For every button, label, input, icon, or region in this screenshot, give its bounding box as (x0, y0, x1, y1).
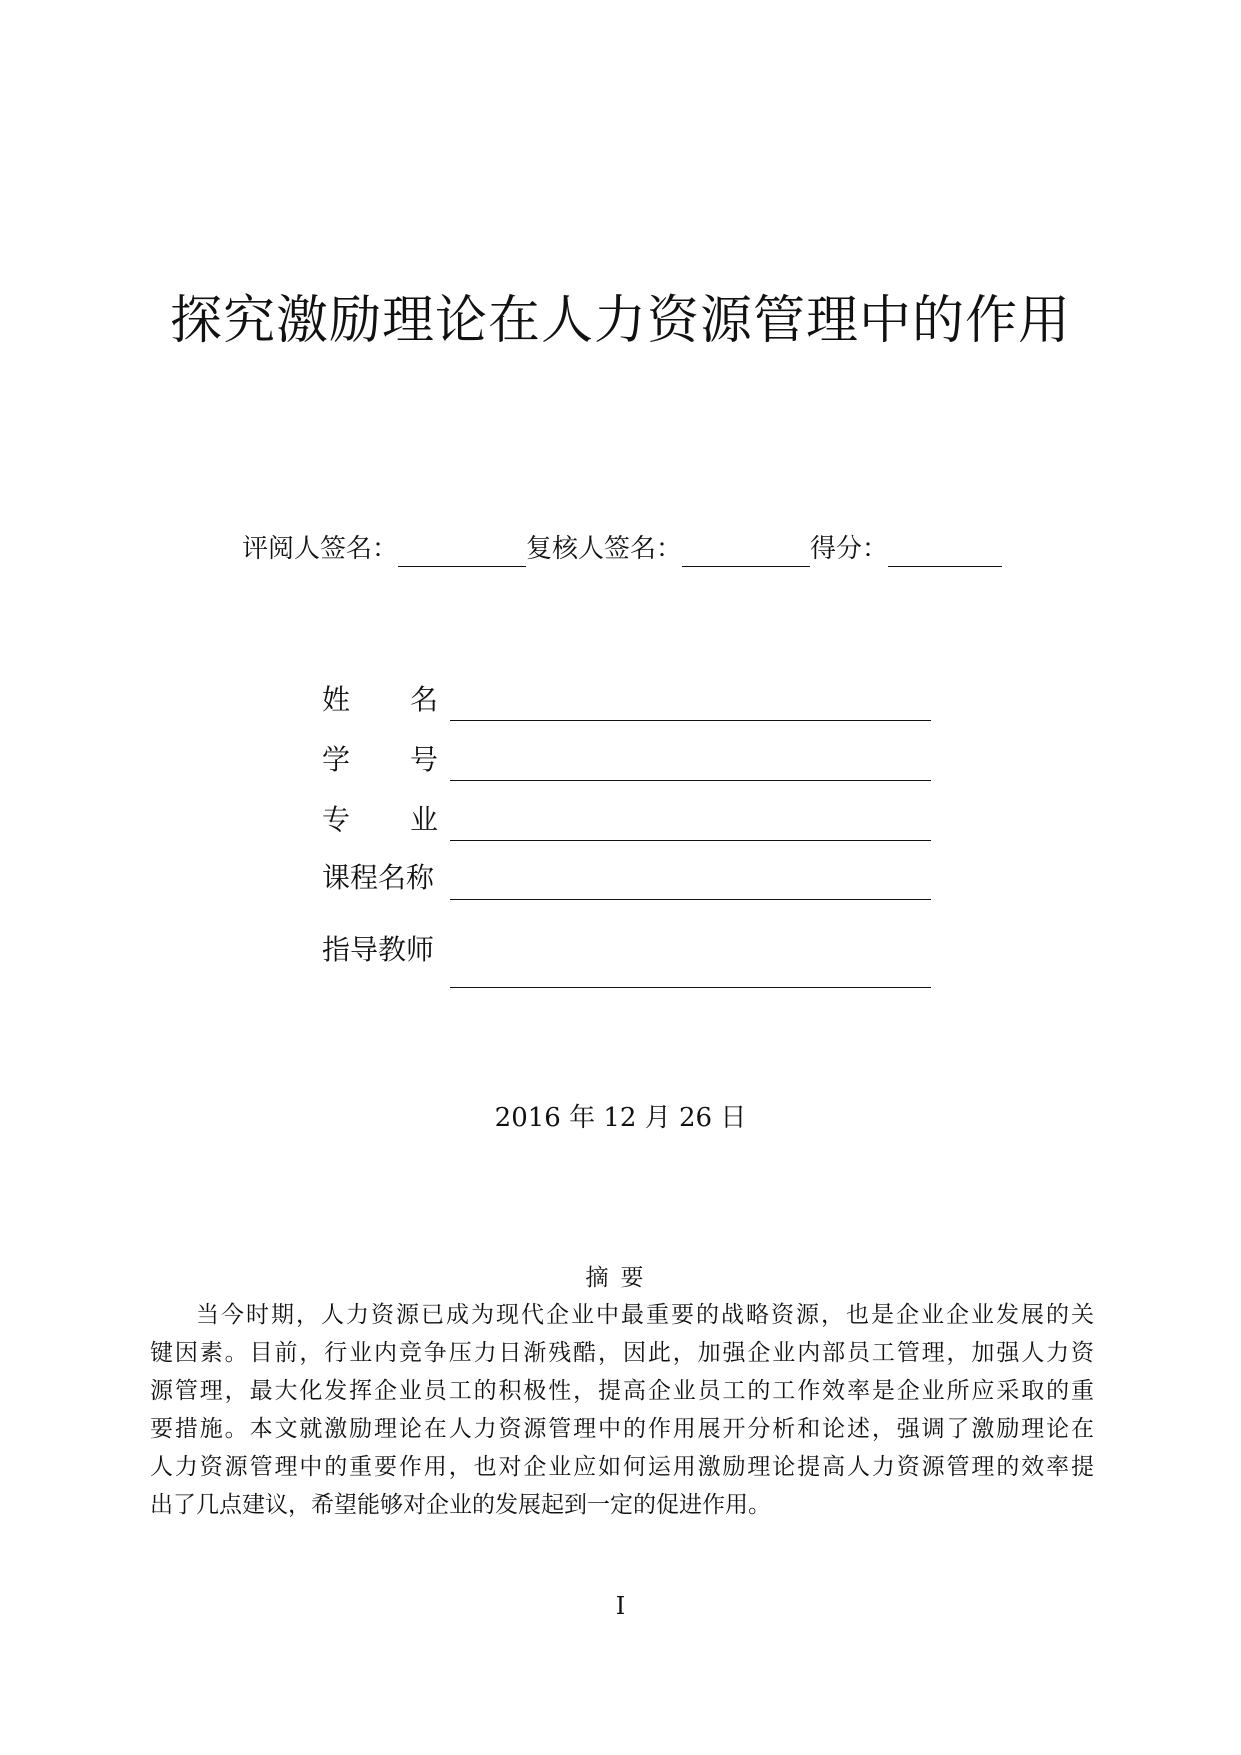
course-name-field-label: 课程名称 (322, 861, 435, 894)
document-date: 2016 年 12 月 26 日 (494, 1103, 747, 1133)
reviewer-signature-blank[interactable] (398, 536, 526, 567)
abstract-line: 要措施。本文就激励理论在人力资源管理中的作用展开分析和论述，强调了激励理论在 (150, 1416, 1094, 1442)
abstract-body (150, 1296, 1094, 1524)
abstract-line: 出了几点建议，希望能够对企业的发展起到一定的促进作用。 (150, 1492, 771, 1518)
student-id-field-line[interactable] (450, 780, 931, 781)
score-label: 得分： (810, 534, 889, 564)
document-title: 探究激励理论在人力资源管理中的作用 (169, 291, 1071, 351)
major-label-char-1: 专 (322, 803, 351, 836)
student-id-label-char-2: 号 (409, 743, 438, 776)
advisor-field-label: 指导教师 (322, 933, 435, 966)
name-label-char-2: 名 (409, 683, 438, 716)
abstract-line: 键因素。目前，行业内竞争压力日渐残酷，因此，加强企业内部员工管理，加强人力资 (150, 1340, 1094, 1366)
page-number: I (615, 1592, 626, 1620)
student-id-field-label (322, 742, 438, 778)
name-field-line[interactable] (450, 720, 931, 721)
abstract-line: 源管理，最大化发挥企业员工的积极性，提高企业员工的工作效率是企业所应采取的重 (150, 1378, 1094, 1404)
checker-signature-label: 复核人签名： (526, 534, 683, 564)
major-label-char-2: 业 (409, 803, 438, 836)
abstract-line: 人力资源管理中的重要作用，也对企业应如何运用激励理论提高人力资源管理的效率提 (150, 1454, 1094, 1480)
course-name-field-line[interactable] (450, 899, 931, 900)
student-id-label-char-1: 学 (322, 743, 351, 776)
name-label-char-1: 姓 (322, 683, 351, 716)
major-field-label (322, 802, 438, 838)
abstract-heading: 摘要 (585, 1265, 656, 1291)
reviewer-signature-label: 评阅人签名： (242, 534, 399, 564)
abstract-line: 当今时期，人力资源已成为现代企业中最重要的战略资源，也是企业企业发展的关 (196, 1302, 1094, 1328)
score-blank[interactable] (888, 536, 1002, 567)
review-signature-row (242, 527, 1002, 567)
checker-signature-blank[interactable] (682, 536, 810, 567)
name-field-label (322, 682, 438, 718)
advisor-field-line[interactable] (450, 987, 931, 988)
major-field-line[interactable] (450, 840, 931, 841)
